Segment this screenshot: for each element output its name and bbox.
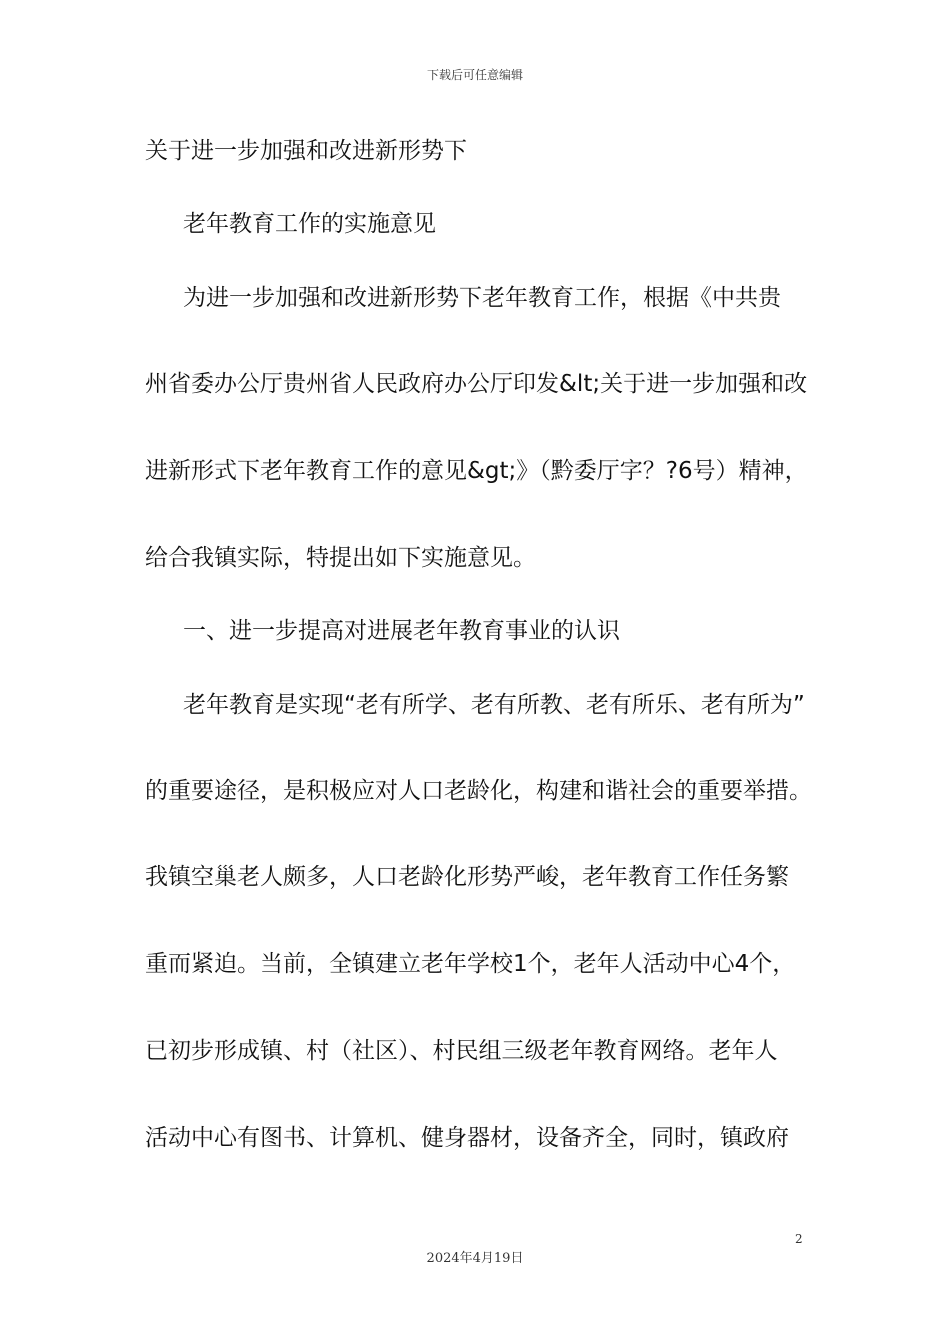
page-number: 2 — [795, 1232, 803, 1246]
paragraph-line: 给合我镇实际，特提出如下实施意见。 — [145, 545, 536, 571]
paragraph-line: 的重要途径，是积极应对人口老龄化，构建和谐社会的重要举措。 — [145, 778, 812, 804]
paragraph-line: 进新形式下老年教育工作的意见&gt;》（黔委厅字？?6号）精神， — [145, 458, 808, 484]
section-heading: 一、进一步提高对进展老年教育事业的认识 — [183, 618, 620, 644]
paragraph-line: 州省委办公厅贵州省人民政府办公厅印发&lt;关于进一步加强和改 — [145, 371, 808, 397]
paragraph-line: 重而紧迫。当前，全镇建立老年学校1个，老年人活动中心4个， — [145, 951, 796, 977]
title-line-2: 老年教育工作的实施意见 — [183, 211, 436, 237]
paragraph-line: 我镇空巢老人颇多，人口老龄化形势严峻，老年教育工作任务繁 — [145, 864, 789, 890]
paragraph-line: 老年教育是实现“老有所学、老有所教、老有所乐、老有所为” — [183, 692, 805, 718]
page-header: 下载后可任意编辑 — [426, 68, 523, 82]
paragraph-line: 已初步形成镇、村（社区）、村民组三级老年教育网络。老年人 — [145, 1038, 778, 1064]
paragraph-line: 活动中心有图书、计算机、健身器材，设备齐全，同时，镇政府 — [145, 1125, 789, 1151]
paragraph-line: 为进一步加强和改进新形势下老年教育工作，根据《中共贵 — [183, 285, 781, 311]
title-line-1: 关于进一步加强和改进新形势下 — [145, 138, 467, 164]
footer-date: 2024年4月19日 — [426, 1251, 524, 1266]
